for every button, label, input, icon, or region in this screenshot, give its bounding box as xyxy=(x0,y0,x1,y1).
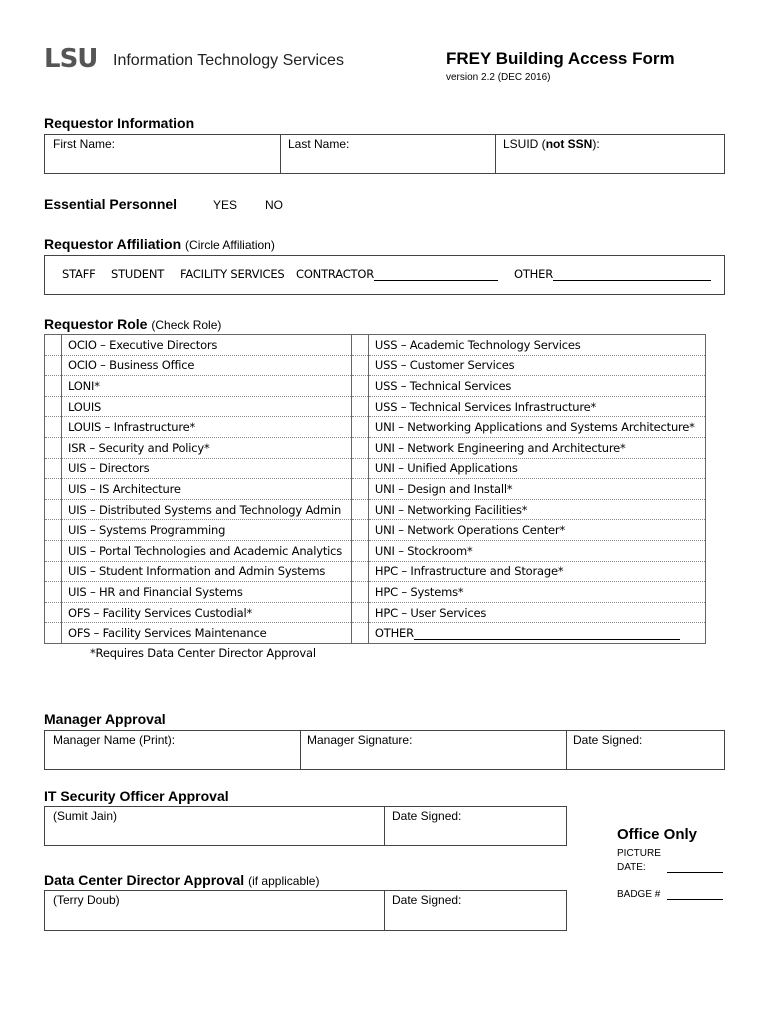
role-checkbox[interactable] xyxy=(45,396,62,417)
role-option-label: UIS – Distributed Systems and Technology Admin xyxy=(62,499,352,520)
role-option-label: UIS – Directors xyxy=(62,458,352,479)
office-date-line[interactable] xyxy=(667,872,723,873)
security-table xyxy=(44,806,567,846)
department-name: Information Technology Services xyxy=(113,52,344,69)
datacenter-table xyxy=(44,890,567,931)
affiliation-heading: Requestor Affiliation (Circle Affiliation) xyxy=(44,236,275,252)
essential-no-option[interactable]: NO xyxy=(265,198,283,212)
role-option-label: UNI – Design and Install* xyxy=(368,479,705,500)
essential-yes-option[interactable]: YES xyxy=(213,198,238,212)
role-option-label: UIS – Systems Programming xyxy=(62,520,352,541)
role-row xyxy=(45,582,706,603)
role-checkbox[interactable] xyxy=(45,376,62,397)
office-badge-line[interactable] xyxy=(667,899,723,900)
manager-name-field[interactable]: Manager Name (Print): xyxy=(53,733,176,747)
security-date-field[interactable]: Date Signed: xyxy=(392,809,462,823)
role-row xyxy=(45,355,706,376)
role-checkbox[interactable] xyxy=(351,561,368,582)
role-checkbox[interactable] xyxy=(351,499,368,520)
role-option-label: OTHER xyxy=(368,623,705,644)
role-option-label: UNI – Stockroom* xyxy=(368,540,705,561)
role-option-label: UNI – Networking Applications and Systems Architecture* xyxy=(368,417,705,438)
role-checkbox[interactable] xyxy=(351,417,368,438)
role-option-label: OCIO – Executive Directors xyxy=(62,335,352,356)
role-option-label: UNI – Network Engineering and Architecture* xyxy=(368,437,705,458)
datacenter-date-field[interactable]: Date Signed: xyxy=(392,893,462,907)
role-option-label: UNI – Networking Facilities* xyxy=(368,499,705,520)
affiliation-staff[interactable]: STAFF xyxy=(62,267,96,281)
role-checkbox[interactable] xyxy=(45,499,62,520)
role-checkbox[interactable] xyxy=(45,458,62,479)
requestor-info-heading: Requestor Information xyxy=(44,115,195,131)
role-row xyxy=(45,479,706,500)
role-checkbox[interactable] xyxy=(45,479,62,500)
office-badge-label: BADGE # xyxy=(617,889,661,900)
role-checkbox[interactable] xyxy=(351,458,368,479)
role-checkbox[interactable] xyxy=(351,602,368,623)
affiliation-other[interactable]: OTHER xyxy=(514,267,711,281)
security-heading: IT Security Officer Approval xyxy=(44,788,229,804)
role-row xyxy=(45,499,706,520)
role-checkbox[interactable] xyxy=(45,582,62,603)
office-only-heading: Office Only xyxy=(617,826,698,843)
role-row xyxy=(45,376,706,397)
datacenter-director-name: (Terry Doub) xyxy=(53,893,120,907)
role-option-label: LOUIS xyxy=(62,396,352,417)
lsu-logo: LSU xyxy=(44,44,98,74)
role-option-label: OCIO – Business Office xyxy=(62,355,352,376)
role-option-label: USS – Customer Services xyxy=(368,355,705,376)
role-row xyxy=(45,561,706,582)
first-name-field[interactable]: First Name: xyxy=(53,137,116,151)
role-checkbox[interactable] xyxy=(45,520,62,541)
role-checkbox[interactable] xyxy=(351,396,368,417)
role-row xyxy=(45,458,706,479)
role-option-label: OFS – Facility Services Custodial* xyxy=(62,602,352,623)
role-checkbox[interactable] xyxy=(45,540,62,561)
manager-date-field[interactable]: Date Signed: xyxy=(573,733,643,747)
role-checkbox[interactable] xyxy=(351,335,368,356)
role-checkbox[interactable] xyxy=(351,355,368,376)
role-checkbox[interactable] xyxy=(351,437,368,458)
role-option-label: ISR – Security and Policy* xyxy=(62,437,352,458)
role-option-label: LOUIS – Infrastructure* xyxy=(62,417,352,438)
role-row xyxy=(45,602,706,623)
affiliation-contractor[interactable]: CONTRACTOR xyxy=(296,267,498,281)
role-other-blank[interactable] xyxy=(414,627,680,640)
role-option-label: UIS – IS Architecture xyxy=(62,479,352,500)
last-name-field[interactable]: Last Name: xyxy=(288,137,350,151)
role-row xyxy=(45,396,706,417)
role-option-label: UIS – Student Information and Admin Systems xyxy=(62,561,352,582)
role-heading: Requestor Role (Check Role) xyxy=(44,316,222,332)
form-version: version 2.2 (DEC 2016) xyxy=(446,72,551,83)
role-option-label: LONI* xyxy=(62,376,352,397)
affiliation-facility-services[interactable]: FACILITY SERVICES xyxy=(180,267,285,281)
role-checkbox[interactable] xyxy=(45,417,62,438)
role-checkbox[interactable] xyxy=(45,437,62,458)
role-row xyxy=(45,335,706,356)
role-option-label: UNI – Network Operations Center* xyxy=(368,520,705,541)
role-option-label: UIS – Portal Technologies and Academic Analytics xyxy=(62,540,352,561)
role-option-label: USS – Technical Services xyxy=(368,376,705,397)
role-checkbox[interactable] xyxy=(351,479,368,500)
affiliation-box xyxy=(44,255,725,295)
affiliation-student[interactable]: STUDENT xyxy=(111,267,165,281)
role-row xyxy=(45,520,706,541)
role-row xyxy=(45,540,706,561)
manager-table xyxy=(44,730,725,770)
role-option-label: HPC – Systems* xyxy=(368,582,705,603)
role-checkbox[interactable] xyxy=(351,623,368,644)
role-option-label: HPC – User Services xyxy=(368,602,705,623)
role-option-label: USS – Technical Services Infrastructure* xyxy=(368,396,705,417)
requestor-info-table xyxy=(44,134,725,174)
role-row xyxy=(45,417,706,438)
role-option-label: UNI – Unified Applications xyxy=(368,458,705,479)
security-officer-name: (Sumit Jain) xyxy=(53,809,118,823)
lsuid-field[interactable]: LSUID (not SSN): xyxy=(503,137,600,151)
role-option-label: USS – Academic Technology Services xyxy=(368,335,705,356)
role-checkbox[interactable] xyxy=(351,520,368,541)
role-option-label: UIS – HR and Financial Systems xyxy=(62,582,352,603)
role-footnote: *Requires Data Center Director Approval xyxy=(90,646,316,660)
role-row xyxy=(45,623,706,644)
datacenter-heading: Data Center Director Approval (if applicable) xyxy=(44,872,320,888)
role-option-label: OFS – Facility Services Maintenance xyxy=(62,623,352,644)
role-row xyxy=(45,437,706,458)
role-checkbox[interactable] xyxy=(45,355,62,376)
manager-heading: Manager Approval xyxy=(44,711,166,727)
role-checkbox[interactable] xyxy=(45,335,62,356)
role-checkbox[interactable] xyxy=(351,540,368,561)
manager-signature-field[interactable]: Manager Signature: xyxy=(307,733,413,747)
role-checkbox[interactable] xyxy=(351,582,368,603)
role-option-label: HPC – Infrastructure and Storage* xyxy=(368,561,705,582)
office-picture-label: PICTURE xyxy=(617,848,661,859)
role-checkbox[interactable] xyxy=(45,602,62,623)
role-checkbox[interactable] xyxy=(45,561,62,582)
office-date-label: DATE: xyxy=(617,862,646,873)
form-title: FREY Building Access Form xyxy=(446,49,675,68)
role-table xyxy=(44,334,706,644)
role-checkbox[interactable] xyxy=(45,623,62,644)
role-checkbox[interactable] xyxy=(351,376,368,397)
essential-personnel-heading: Essential Personnel xyxy=(44,196,178,212)
